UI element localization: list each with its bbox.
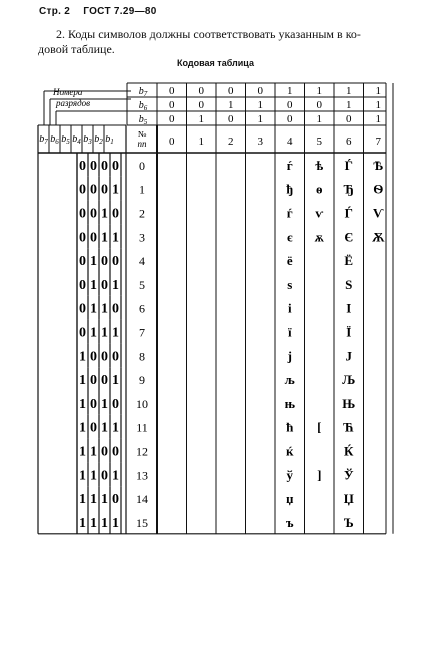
row-bit: 1	[101, 230, 108, 246]
low-bit-label-b4: $b_4$	[72, 134, 81, 146]
column-bit-3-2: 1	[257, 113, 263, 125]
code-char: Ј	[345, 348, 352, 364]
row-bit: 0	[101, 373, 108, 389]
standard-code: ГОСТ 7.29—80	[83, 6, 157, 17]
row-bit: 0	[90, 230, 97, 246]
code-char: Ъ	[343, 514, 354, 530]
row-bit: 1	[90, 277, 97, 293]
row-number: 9	[139, 373, 145, 388]
bit-label-b6: $b_6$	[138, 100, 148, 112]
row-bit: 0	[79, 325, 86, 341]
row-bit: 0	[101, 277, 108, 293]
code-char: Ѵ	[372, 205, 384, 221]
code-char: ѳ	[316, 181, 323, 197]
row-bit: 0	[79, 206, 86, 222]
column-bit-2-0: 0	[228, 85, 234, 97]
row-bit: 0	[90, 349, 97, 365]
row-bit: 0	[101, 444, 108, 460]
code-char: Ђ	[343, 181, 354, 197]
row-bit: 1	[112, 515, 119, 531]
bit-number-label: Номера	[53, 87, 83, 97]
row-bit: 1	[79, 515, 86, 531]
row-number: 1	[139, 182, 145, 197]
page-number: Стр. 2	[39, 6, 71, 17]
code-char: ў	[286, 467, 293, 483]
row-bit: 1	[90, 301, 97, 317]
row-bit: 1	[79, 492, 86, 508]
column-bit-7-2: 1	[375, 113, 381, 125]
row-bit: 1	[90, 492, 97, 508]
column-bit-2-1: 1	[228, 99, 234, 111]
code-char: Ѕ	[345, 276, 353, 292]
column-bit-7-0: 1	[375, 85, 381, 97]
row-bit: 0	[90, 182, 97, 198]
code-char: ё	[286, 253, 293, 269]
paragraph-line-2: довой таблице.	[38, 42, 115, 56]
code-char: ї	[287, 324, 292, 340]
column-bit-5-1: 0	[316, 99, 322, 111]
column-bit-5-2: 1	[316, 113, 322, 125]
row-number: 15	[136, 515, 148, 530]
row-bit: 1	[79, 468, 86, 484]
code-char: Ё	[344, 253, 354, 269]
column-number-2: 2	[228, 136, 234, 148]
row-bit: 0	[112, 444, 119, 460]
code-char: ј	[287, 348, 292, 364]
row-bit: 1	[90, 515, 97, 531]
low-bit-label-b7: $b_7$	[39, 134, 48, 146]
row-bit: 0	[112, 492, 119, 508]
low-bit-label-b3: $b_3$	[83, 134, 92, 146]
row-bit: 0	[112, 206, 119, 222]
row-bit: 1	[101, 515, 108, 531]
code-char: ѫ	[314, 229, 324, 245]
row-bit: 1	[112, 468, 119, 484]
column-bit-0-2: 0	[169, 113, 175, 125]
row-bit: 1	[101, 420, 108, 436]
code-char: ћ	[286, 419, 294, 435]
column-bit-6-0: 1	[346, 85, 352, 97]
code-char: љ	[284, 372, 295, 388]
column-bit-4-0: 1	[287, 85, 293, 97]
column-bit-6-2: 0	[346, 113, 352, 125]
row-number: 12	[136, 444, 148, 459]
row-number-label-2: пп	[137, 139, 147, 149]
column-bit-1-2: 1	[198, 113, 204, 125]
row-number: 5	[139, 277, 145, 292]
row-bit: 1	[112, 277, 119, 293]
code-char: Ѣ	[373, 157, 384, 173]
column-bit-3-0: 0	[257, 85, 263, 97]
row-bit: 0	[79, 301, 86, 317]
row-bit: 0	[112, 158, 119, 174]
code-char: Џ	[343, 491, 354, 507]
row-bit: 0	[101, 182, 108, 198]
code-char: Ћ	[343, 419, 354, 435]
low-bit-label-b1: $b_1$	[105, 134, 114, 146]
column-bit-1-1: 0	[198, 99, 204, 111]
column-bit-2-2: 0	[228, 113, 234, 125]
code-char: І	[346, 300, 352, 316]
row-bit: 0	[112, 301, 119, 317]
row-bit: 1	[112, 420, 119, 436]
row-bit: 0	[79, 230, 86, 246]
row-bit: 1	[79, 420, 86, 436]
code-char: ђ	[286, 181, 294, 197]
code-char: Ѓ	[344, 205, 353, 221]
code-char: њ	[284, 395, 295, 411]
code-char: ѵ	[315, 205, 324, 221]
row-bit: 1	[112, 325, 119, 341]
column-number-5: 5	[316, 136, 322, 148]
row-bit: 0	[90, 396, 97, 412]
column-bit-5-0: 1	[316, 85, 322, 97]
table-title: Кодовая таблица	[177, 58, 254, 68]
row-bit: 0	[101, 349, 108, 365]
column-number-0: 0	[169, 136, 175, 148]
row-number: 3	[139, 230, 145, 245]
row-bit: 1	[112, 373, 119, 389]
code-char: џ	[286, 491, 294, 507]
low-bit-label-b2: $b_2$	[94, 134, 103, 146]
row-bit: 1	[101, 301, 108, 317]
code-char: ѓ	[286, 157, 293, 173]
row-bit: 1	[101, 396, 108, 412]
column-number-6: 6	[346, 136, 352, 148]
code-char: [	[317, 419, 322, 435]
column-number-7: 7	[375, 136, 381, 148]
code-char: Љ	[342, 372, 356, 388]
column-bit-0-1: 0	[169, 99, 175, 111]
code-char: Ѳ	[373, 181, 384, 197]
column-bit-4-1: 0	[287, 99, 293, 111]
row-number: 8	[139, 349, 145, 364]
row-bit: 1	[79, 373, 86, 389]
row-number: 0	[139, 158, 145, 173]
bit-number-label-2: разрядов	[56, 98, 91, 108]
column-number-1: 1	[198, 136, 204, 148]
code-char: Ќ	[344, 443, 354, 459]
row-bit: 0	[101, 158, 108, 174]
row-bit: 1	[90, 325, 97, 341]
row-bit: 0	[112, 396, 119, 412]
code-char: Ѓ	[344, 157, 353, 173]
code-char: Ї	[346, 324, 352, 340]
row-bit: 1	[79, 349, 86, 365]
bit-label-b5: $b_5$	[138, 114, 148, 126]
column-bit-1-0: 0	[198, 85, 204, 97]
row-number: 7	[139, 325, 145, 340]
row-bit: 1	[101, 325, 108, 341]
row-bit: 0	[90, 373, 97, 389]
row-bit: 0	[79, 277, 86, 293]
code-char: Ѫ	[371, 229, 385, 245]
row-bit: 1	[79, 396, 86, 412]
row-bit: 1	[90, 444, 97, 460]
code-char: ѕ	[287, 276, 293, 292]
code-char: є	[286, 229, 293, 245]
code-char: Ў	[343, 467, 354, 483]
code-char: ќ	[286, 443, 294, 459]
row-bit: 1	[90, 468, 97, 484]
row-bit: 0	[90, 206, 97, 222]
row-number: 13	[136, 468, 148, 483]
row-number: 10	[136, 396, 148, 411]
row-number-label: №	[137, 129, 147, 139]
code-char: ѓ	[286, 205, 293, 221]
row-bit: 0	[112, 349, 119, 365]
code-char: Њ	[342, 395, 356, 411]
code-char: і	[287, 300, 292, 316]
row-bit: 0	[112, 254, 119, 270]
row-number: 6	[139, 301, 145, 316]
row-number: 11	[136, 420, 148, 435]
code-char: ]	[317, 467, 322, 483]
row-bit: 0	[90, 420, 97, 436]
row-bit: 1	[101, 206, 108, 222]
column-bit-6-1: 1	[346, 99, 352, 111]
row-number: 14	[136, 492, 148, 507]
code-char: Є	[344, 229, 354, 245]
column-bit-7-1: 1	[375, 99, 381, 111]
row-bit: 0	[101, 468, 108, 484]
paragraph-line-1: 2. Коды символов должны соответствовать указанным в ко-	[56, 27, 361, 41]
column-bit-3-1: 1	[257, 99, 263, 111]
code-char: ѣ	[315, 157, 324, 173]
row-bit: 1	[112, 230, 119, 246]
row-bit: 1	[112, 182, 119, 198]
row-bit: 0	[79, 158, 86, 174]
row-bit: 0	[90, 158, 97, 174]
column-bit-4-2: 0	[287, 113, 293, 125]
row-bit: 1	[101, 492, 108, 508]
row-bit: 0	[101, 254, 108, 270]
bit-label-b7: $b_7$	[138, 86, 148, 98]
column-number-4: 4	[287, 136, 293, 148]
row-bit: 0	[79, 254, 86, 270]
column-bit-0-0: 0	[169, 85, 175, 97]
column-number-3: 3	[257, 136, 263, 148]
row-bit: 1	[90, 254, 97, 270]
low-bit-label-b6: $b_6$	[50, 134, 59, 146]
row-number: 2	[139, 206, 145, 221]
code-char: ъ	[285, 514, 294, 530]
low-bit-label-b5: $b_5$	[61, 134, 70, 146]
row-bit: 0	[79, 182, 86, 198]
row-bit: 1	[79, 444, 86, 460]
row-number: 4	[139, 254, 145, 269]
